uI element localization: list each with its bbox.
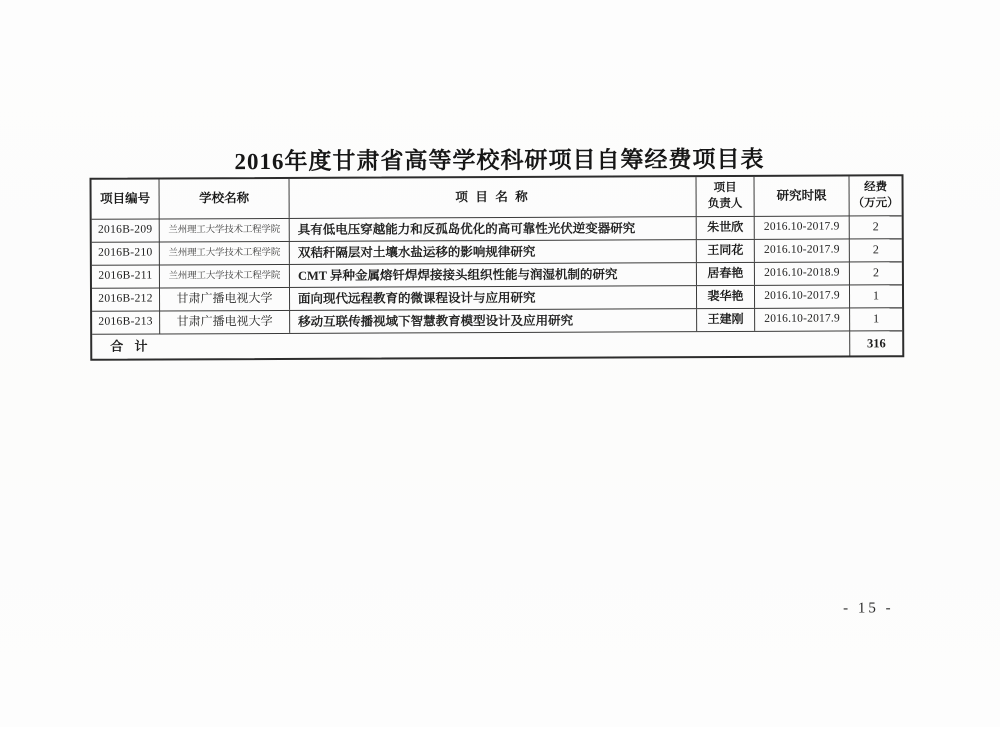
table-header-row [92, 176, 902, 220]
cell-fund: 2 [872, 265, 879, 280]
cell-project-id: 2016B-209 [92, 219, 160, 241]
cell-project-name: 具有低电压穿越能力和反孤岛优化的高可靠性光伏逆变器研究 [290, 217, 697, 241]
header-fund-line1: 经费 [864, 181, 888, 194]
cell-leader: 裴华艳 [697, 286, 755, 308]
cell-leader: 居春艳 [697, 263, 755, 285]
cell-project-id: 2016B-213 [92, 311, 160, 333]
cell-school: 兰州理工大学技术工程学院 [160, 265, 290, 288]
cell-school: 兰州理工大学技术工程学院 [160, 219, 290, 242]
header-project-name: 项 目 名 称 [290, 177, 697, 218]
cell-fund: 2 [872, 219, 879, 234]
header-project-id: 项目编号 [92, 179, 160, 218]
header-period: 研究时限 [755, 176, 850, 215]
header-leader-line2: 负责人 [707, 197, 743, 210]
total-label: 合 计 [92, 331, 850, 358]
header-leader-line1: 项目 [713, 181, 737, 195]
cell-period: 2016.10-2017.9 [755, 308, 850, 330]
page-number: - 15 - [843, 600, 894, 617]
cell-period: 2016.10-2017.9 [755, 285, 850, 307]
cell-fund: 1 [873, 311, 880, 326]
header-school: 学校名称 [160, 179, 290, 219]
cell-school: 兰州理工大学技术工程学院 [160, 242, 290, 265]
cell-project-name: CMT 异种金属熔钎焊焊接接头组织性能与润湿机制的研究 [290, 263, 697, 287]
cell-project-id: 2016B-210 [92, 242, 160, 264]
cell-fund: 2 [872, 242, 879, 257]
cell-leader: 朱世欣 [697, 217, 755, 239]
cell-school: 甘肃广播电视大学 [160, 311, 290, 334]
cell-school: 甘肃广播电视大学 [160, 288, 290, 311]
cell-project-name: 双秸秆隔层对土壤水盐运移的影响规律研究 [290, 240, 697, 264]
cell-period: 2016.10-2017.9 [755, 239, 850, 261]
cell-period: 2016.10-2018.9 [755, 262, 850, 284]
cell-fund: 1 [872, 288, 880, 303]
total-value: 316 [866, 336, 886, 351]
header-fund-line2: （万元） [852, 196, 899, 209]
table-total-row [92, 331, 902, 359]
cell-leader: 王同花 [697, 240, 755, 262]
cell-project-id: 2016B-211 [92, 265, 160, 287]
document-title: 2016年度甘肃省高等学校科研项目自筹经费项目表 [234, 146, 765, 175]
header-fund [850, 176, 902, 215]
cell-project-id: 2016B-212 [92, 288, 160, 310]
cell-leader: 王建刚 [697, 309, 755, 331]
projects-table [90, 174, 905, 361]
cell-period: 2016.10-2017.9 [755, 216, 850, 238]
cell-project-name: 移动互联传播视域下智慧教育模型设计及应用研究 [290, 309, 697, 333]
header-leader [697, 177, 755, 216]
cell-project-name: 面向现代远程教育的微课程设计与应用研究 [290, 286, 697, 310]
